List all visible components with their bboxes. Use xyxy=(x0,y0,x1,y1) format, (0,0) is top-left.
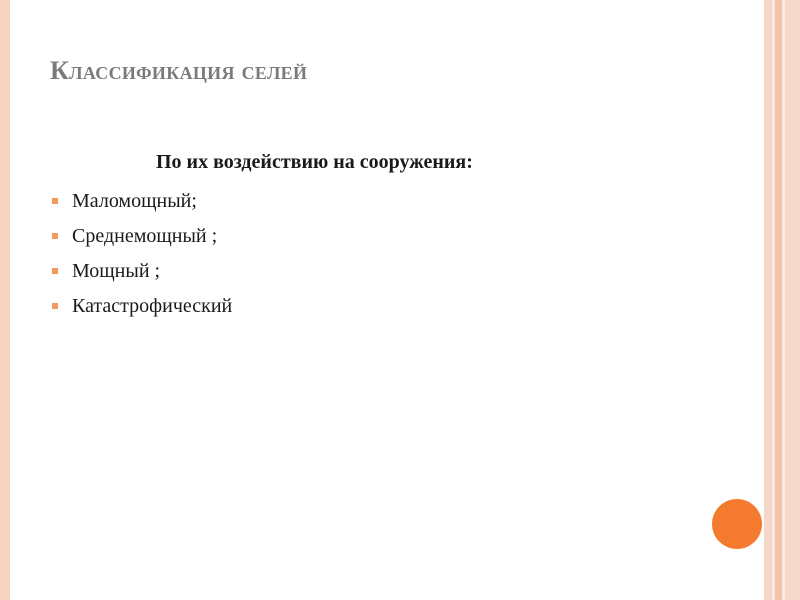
list-item-text: Катастрофический xyxy=(72,295,233,317)
right-frame-stripe xyxy=(785,0,800,600)
list-item-text: Мощный ; xyxy=(72,260,161,282)
square-bullet-icon xyxy=(52,268,58,274)
square-bullet-icon xyxy=(52,198,58,204)
orange-circle-decoration xyxy=(712,499,762,549)
bullet-list xyxy=(50,188,232,328)
slide-title: Классификация селей xyxy=(50,56,308,85)
left-frame-border xyxy=(0,0,10,600)
list-item xyxy=(50,258,232,293)
square-bullet-icon xyxy=(52,233,58,239)
list-item xyxy=(50,293,232,328)
right-frame-stripe xyxy=(775,0,782,600)
slide-subheading: По их воздействию на сооружения: xyxy=(156,151,473,173)
list-item xyxy=(50,188,232,223)
list-item-text: Среднемощный ; xyxy=(72,225,218,247)
list-item-text: Маломощный; xyxy=(72,190,197,212)
list-item xyxy=(50,223,232,258)
right-frame-stripe xyxy=(764,0,772,600)
square-bullet-icon xyxy=(52,303,58,309)
